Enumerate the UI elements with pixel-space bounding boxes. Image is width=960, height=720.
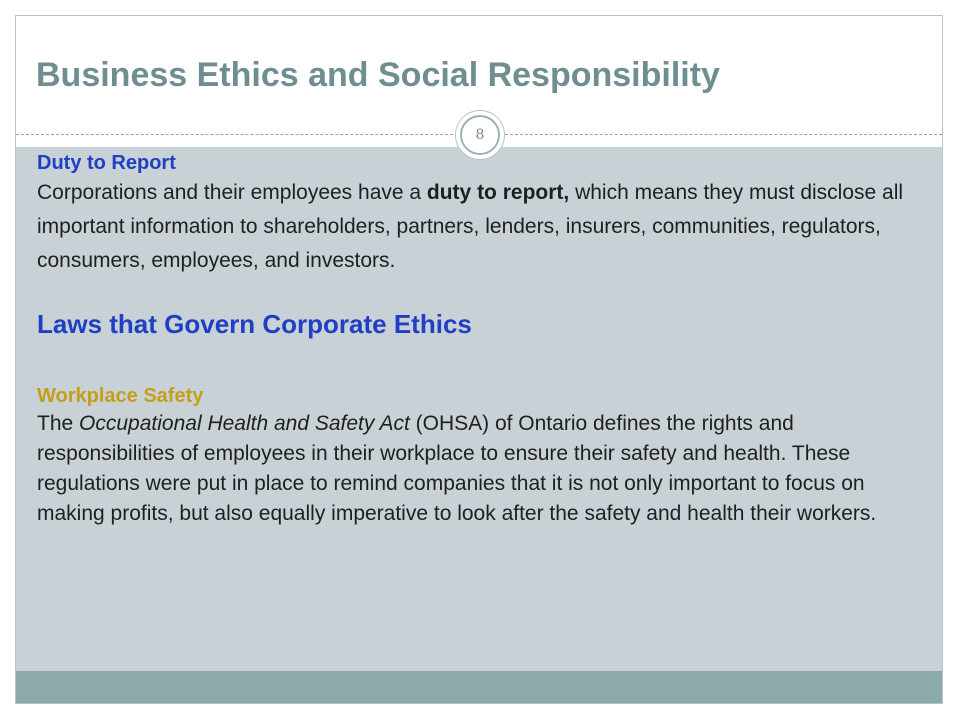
safety-text-before: The (37, 412, 80, 435)
workplace-safety-paragraph (37, 409, 917, 529)
workplace-safety-heading: Workplace Safety (37, 385, 204, 407)
laws-heading: Laws that Govern Corporate Ethics (37, 309, 472, 339)
slide-title: Business Ethics and Social Responsibility (36, 56, 720, 94)
duty-text-after: which means they must disclose all important information to shareholders, partners, lenders, insurers, communities, regulators, consumers, employees, and investors. (37, 181, 904, 272)
duty-to-report-paragraph (37, 176, 917, 278)
safety-text-after: (OHSA) of Ontario defines the rights and responsibilities of employees in their workplace to ensure their safety and health. These regulations were put in place to remind companies that it is not only important to focus on making profits, but also equally imperative to look after the safety and health their workers. (37, 412, 877, 525)
slide (15, 15, 943, 704)
duty-text-before: Corporations and their employees have a (37, 181, 427, 204)
slide-body (37, 150, 917, 529)
duty-text-bold: duty to report, (426, 181, 570, 204)
footer-bar (16, 671, 942, 704)
duty-to-report-heading: Duty to Report (37, 152, 176, 174)
spacer (37, 340, 917, 383)
page-number: 8 (460, 115, 500, 155)
safety-act-name: Occupational Health and Safety Act (79, 412, 410, 435)
